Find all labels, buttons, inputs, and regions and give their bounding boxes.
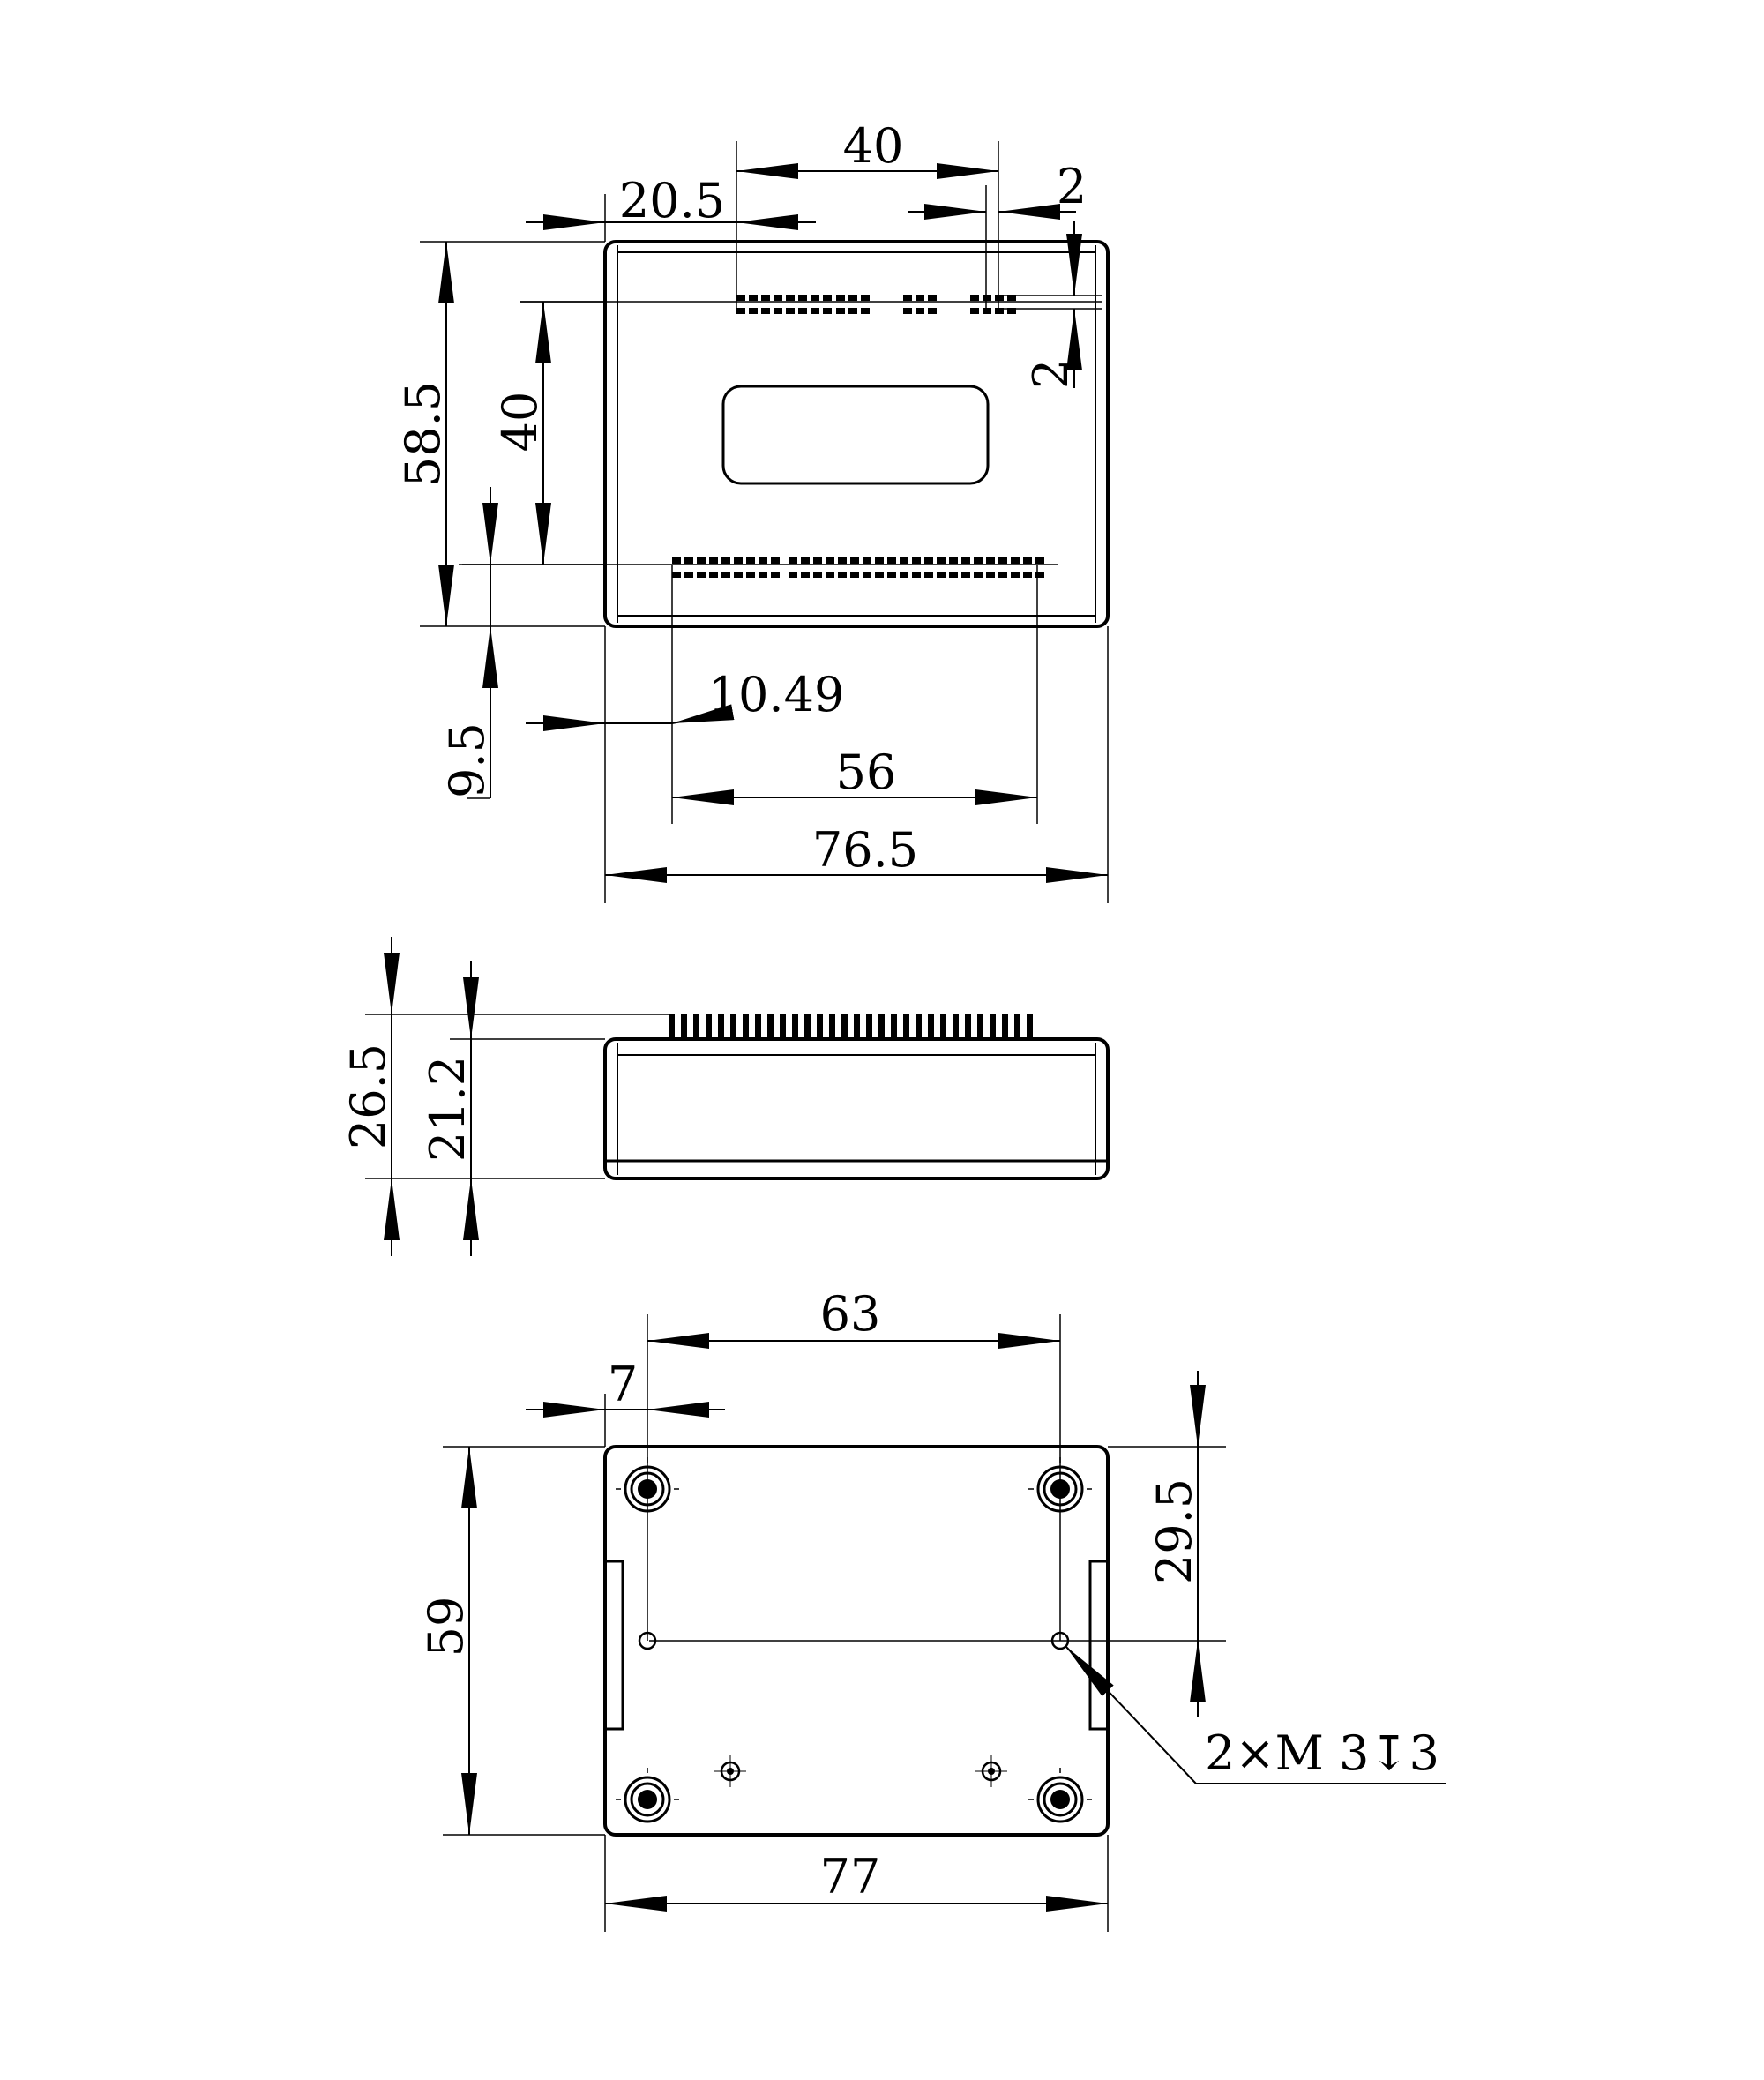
dim-pitch-top: 40 — [842, 118, 904, 174]
side-pin — [878, 1014, 885, 1039]
pin — [903, 308, 912, 314]
pin — [848, 308, 857, 314]
pin — [823, 308, 832, 314]
side-pin — [965, 1014, 971, 1039]
pin — [875, 572, 884, 578]
pin — [789, 572, 797, 578]
side-pin — [718, 1014, 724, 1039]
pin — [811, 308, 819, 314]
pin — [848, 295, 857, 301]
pin — [1035, 557, 1044, 564]
pin — [1023, 572, 1032, 578]
dim-row-spacing: 40 — [492, 391, 548, 453]
side-pin — [1027, 1014, 1033, 1039]
pin — [786, 295, 795, 301]
pin — [811, 295, 819, 301]
pin — [900, 572, 908, 578]
dim-left-offset: 10.49 — [707, 667, 845, 722]
pin — [759, 557, 767, 564]
pin — [813, 557, 822, 564]
side-pin — [990, 1014, 996, 1039]
pin — [961, 572, 970, 578]
pin-row-bottom — [672, 557, 1044, 578]
pin — [801, 572, 810, 578]
dim-pitch-bottom: 56 — [835, 744, 897, 800]
side-pin — [706, 1014, 712, 1039]
side-pin — [928, 1014, 934, 1039]
pin — [736, 295, 745, 301]
pin — [924, 572, 933, 578]
pin — [697, 572, 706, 578]
pin — [736, 308, 745, 314]
pin — [709, 572, 718, 578]
pin — [789, 557, 797, 564]
small-hole-right — [975, 1755, 1007, 1787]
pin — [983, 295, 991, 301]
pin — [961, 557, 970, 564]
pin — [672, 557, 681, 564]
pin — [684, 572, 693, 578]
mounting-post — [616, 1768, 679, 1822]
top-view — [395, 118, 1108, 903]
dim-height-with-pins: 26.5 — [340, 1043, 396, 1150]
pin — [774, 308, 782, 314]
pin — [734, 572, 743, 578]
pin — [734, 557, 743, 564]
pin — [861, 308, 870, 314]
side-pin — [891, 1014, 897, 1039]
pin — [746, 572, 755, 578]
side-pin — [916, 1014, 922, 1039]
pin — [887, 557, 896, 564]
pin — [1011, 557, 1020, 564]
pin — [875, 557, 884, 564]
pin — [861, 295, 870, 301]
pin — [937, 557, 946, 564]
side-pin — [903, 1014, 909, 1039]
mounting-posts — [616, 1457, 1092, 1822]
dim-bottom-height: 59 — [418, 1596, 474, 1657]
pin — [900, 557, 908, 564]
pin — [826, 572, 834, 578]
pin — [826, 557, 834, 564]
pin — [912, 557, 921, 564]
side-pin — [817, 1014, 823, 1039]
small-hole-left — [714, 1755, 746, 1787]
pin — [771, 572, 780, 578]
side-pin — [1002, 1014, 1008, 1039]
pin — [974, 572, 983, 578]
pin — [836, 308, 845, 314]
side-pin — [866, 1014, 872, 1039]
pin-row-top — [736, 295, 1016, 314]
pin — [749, 295, 758, 301]
pin — [986, 572, 995, 578]
pin — [774, 295, 782, 301]
side-pin — [669, 1014, 675, 1039]
dim-bottom-offset: 9.5 — [439, 722, 495, 798]
bottom-view — [418, 1286, 1446, 1932]
pin — [863, 557, 871, 564]
pin — [974, 557, 983, 564]
side-pin — [1014, 1014, 1020, 1039]
mounting-post — [1028, 1768, 1092, 1822]
right-rail — [1090, 1561, 1108, 1729]
pin — [928, 295, 937, 301]
thread-callout: 2×M 3↧3 — [1205, 1725, 1440, 1781]
side-pin — [854, 1014, 860, 1039]
pin — [684, 557, 693, 564]
pin — [850, 572, 859, 578]
dim-height-total: 58.5 — [395, 380, 451, 488]
pin — [798, 308, 807, 314]
pin — [949, 572, 958, 578]
pin — [983, 308, 991, 314]
left-rail — [605, 1561, 623, 1729]
pin — [998, 572, 1007, 578]
dim-hole-pitch: 63 — [819, 1286, 881, 1342]
pin — [836, 295, 845, 301]
pin — [697, 557, 706, 564]
pin — [801, 557, 810, 564]
pin — [916, 308, 924, 314]
side-pin — [953, 1014, 959, 1039]
pin — [1011, 572, 1020, 578]
pin — [850, 557, 859, 564]
side-body-outline — [605, 1039, 1108, 1178]
pin — [928, 308, 937, 314]
dim-hole-offset: 7 — [607, 1357, 639, 1412]
side-pin — [940, 1014, 946, 1039]
pin — [998, 557, 1007, 564]
label-window — [723, 386, 988, 483]
dim-half-height: 29.5 — [1147, 1478, 1202, 1585]
pin — [924, 557, 933, 564]
pin — [887, 572, 896, 578]
pin — [749, 308, 758, 314]
pin — [672, 572, 681, 578]
pin — [709, 557, 718, 564]
dim-bottom-width: 77 — [819, 1849, 881, 1904]
side-pin — [743, 1014, 749, 1039]
pin — [823, 295, 832, 301]
callout-leader — [1065, 1646, 1196, 1784]
pin — [903, 295, 912, 301]
pin — [721, 557, 730, 564]
side-pin — [829, 1014, 835, 1039]
dim-pin-width: 2 — [1056, 159, 1088, 214]
pin — [759, 572, 767, 578]
side-pin — [841, 1014, 848, 1039]
side-pin — [693, 1014, 699, 1039]
pin — [813, 572, 822, 578]
pin — [771, 557, 780, 564]
pin — [1023, 557, 1032, 564]
pin — [798, 295, 807, 301]
side-pin — [780, 1014, 786, 1039]
pin — [746, 557, 755, 564]
side-pin — [730, 1014, 736, 1039]
pin — [761, 295, 770, 301]
pin — [949, 557, 958, 564]
pin — [937, 572, 946, 578]
pin — [761, 308, 770, 314]
pin — [838, 557, 847, 564]
pin — [916, 295, 924, 301]
dim-pin-height: 2 — [1023, 358, 1079, 390]
dim-body-height: 21.2 — [420, 1055, 475, 1163]
dim-width-total: 76.5 — [811, 822, 919, 878]
side-pin — [804, 1014, 811, 1039]
side-pin-row — [669, 1014, 1033, 1039]
side-view — [340, 937, 1108, 1256]
side-pin — [767, 1014, 774, 1039]
dim-offset-top: 20.5 — [618, 173, 726, 228]
pin — [721, 572, 730, 578]
side-pin — [755, 1014, 761, 1039]
side-pin — [681, 1014, 687, 1039]
pin — [786, 308, 795, 314]
pin — [912, 572, 921, 578]
pin — [838, 572, 847, 578]
pin — [863, 572, 871, 578]
side-pin — [792, 1014, 798, 1039]
pin — [970, 308, 979, 314]
side-pin — [977, 1014, 983, 1039]
pin — [970, 295, 979, 301]
pin — [986, 557, 995, 564]
